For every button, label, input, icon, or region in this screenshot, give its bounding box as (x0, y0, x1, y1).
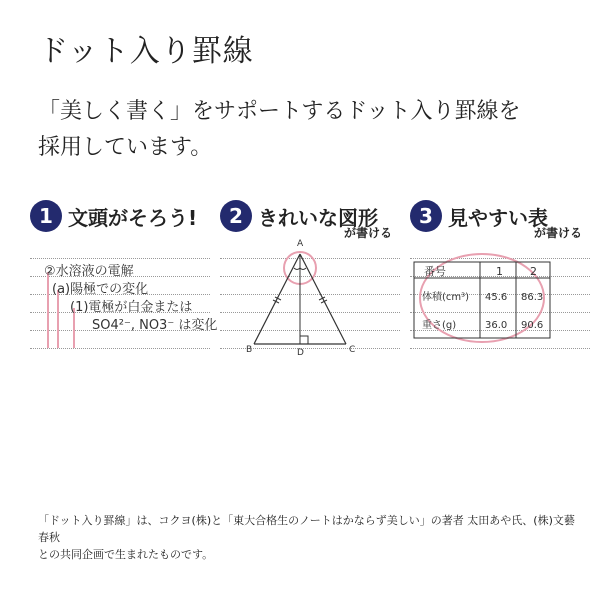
table-cell: 45.6 (485, 292, 508, 303)
feature-number-badge: 1 (30, 200, 62, 232)
feature-panel-aligned (30, 196, 218, 333)
table-header-cell: 番号 (424, 265, 446, 278)
notebook-sample-table (410, 248, 590, 360)
footnote-line-1: 「ドット入り罫線」は、コクヨ(株)と「東大合格生のノートはかならず美しい」の著者 太田あや氏、(株)文藝春秋 (38, 514, 575, 544)
feature-heading: 文頭がそろう! (68, 206, 198, 230)
footnote-line-2: との共同企画で生まれたものです。 (38, 548, 214, 561)
feature-subheading: が書ける (343, 226, 392, 240)
page-title: ドット入り罫線 (38, 34, 254, 69)
note-line: SO4²⁻, NO3⁻ は変化 (92, 318, 218, 333)
triangle-side (300, 254, 346, 344)
feature-subheading: が書ける (533, 226, 582, 240)
feature-number-badge: 2 (220, 200, 252, 232)
notebook-sample-text (30, 248, 218, 360)
feature-panel-tables (410, 196, 590, 331)
triangle-figure (220, 239, 400, 360)
note-line: (1)電極が白金または (70, 300, 193, 315)
note-line: (a)陽極での変化 (52, 282, 149, 297)
note-line: ②水溶液の電解 (44, 264, 134, 279)
triangle-side (254, 254, 300, 344)
table-cell: 90.6 (521, 320, 544, 331)
lead-text (38, 94, 578, 166)
lead-line-2: 採用しています。 (38, 135, 213, 160)
vertex-label-d: D (297, 348, 304, 358)
feature-heading: きれいな図形 (258, 206, 378, 230)
feature-panel-figures (220, 196, 400, 358)
feature-heading: 見やすい表 (448, 206, 548, 230)
feature-header (220, 196, 400, 242)
table-cell: 体積(cm³) (422, 292, 470, 303)
table-header-cell: 1 (496, 265, 503, 278)
feature-header (410, 196, 590, 242)
footnote (38, 512, 578, 563)
feature-header (30, 196, 210, 242)
table-cell: 36.0 (485, 320, 508, 331)
table-header-cell: 2 (530, 265, 537, 278)
vertex-label-b: B (246, 345, 253, 355)
table-cell: 86.3 (521, 292, 544, 303)
sample-table-figure (410, 248, 590, 360)
notebook-sample-figure (220, 239, 400, 360)
feature-number-badge: 3 (410, 200, 442, 232)
vertex-label-c: C (349, 345, 356, 355)
table-cell: 重さ(g) (422, 320, 457, 331)
lead-line-1: 「美しく書く」をサポートするドット入り罫線を (38, 99, 521, 124)
right-angle-mark (300, 336, 308, 344)
vertex-label-a: A (297, 239, 304, 249)
